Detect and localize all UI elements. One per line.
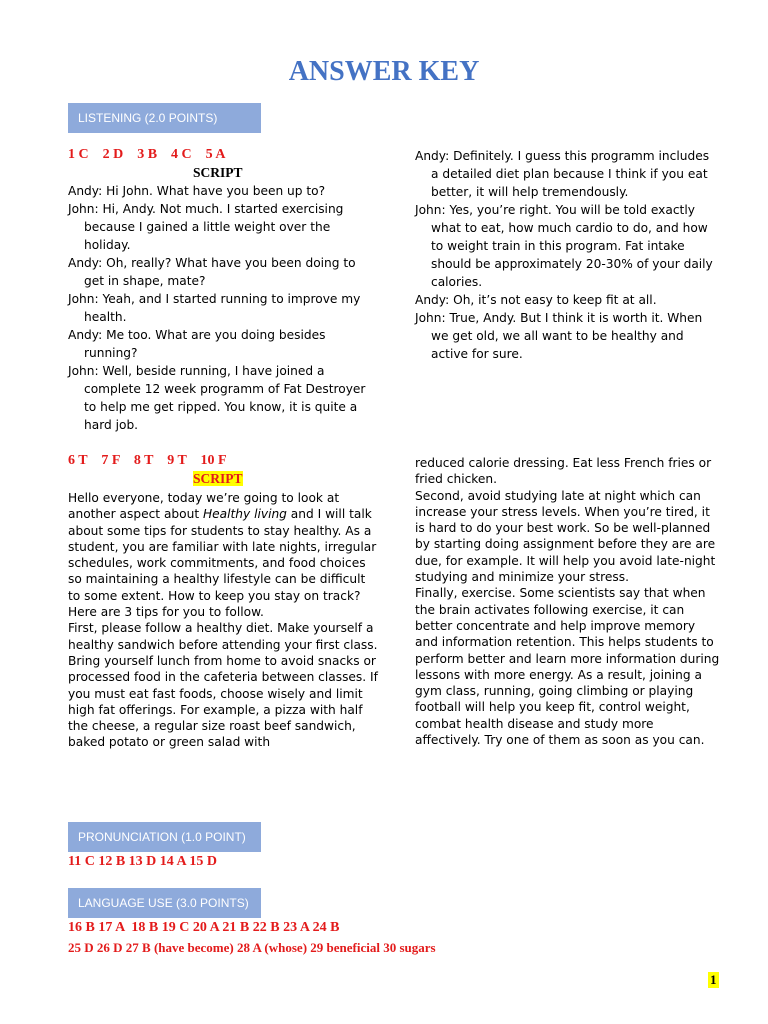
listening-section-header: LISTENING (2.0 POINTS) <box>68 103 261 133</box>
language-use-answers-line2: 25 D 26 D 27 B (have become) 28 A (whose) 29 beneficial 30 sugars <box>68 940 436 955</box>
dialog-line: Andy: Hi John. What have you been up to? <box>68 184 326 198</box>
passage-paragraph: reduced calorie dressing. Eat less French fries or fried chicken. <box>415 456 712 487</box>
language-use-section-header: LANGUAGE USE (3.0 POINTS) <box>68 888 261 918</box>
passage-text: Hello everyone, today we’re going to look at another aspect about <box>68 491 340 522</box>
language-use-answers-line1: 16 B 17 A 18 B 19 C 20 A 21 B 22 B 23 A 24 B <box>68 920 340 935</box>
passage-paragraph: First, please follow a healthy diet. Make yourself a healthy sandwich before attending your first class. Bring yourself lunch from home to avoid snacks or processed food in the cafeteria between classes. If you must eat fast foods, choose wisely and limit high fat offerings. For example, a pizza with half the cheese, a regular size roast beef sandwich, baked potato or green salad with <box>68 621 378 750</box>
passage-text: and I will talk about some tips for students to stay healthy. As a student, you are familiar with late nights, irregular schedules, work commitments, and food choices so maintaining a healthy lifestyle can be difficult to some extent. How to keep you stay on track? Here are 3 tips for you to follow. <box>68 507 377 620</box>
dialog-line: Andy: Oh, it’s not easy to keep fit at all. <box>415 293 657 307</box>
listening-part2-answers: 6 T 7 F 8 T 9 T 10 F <box>68 453 227 468</box>
dialog-line: Andy: Oh, really? What have you been doing to get in shape, mate? <box>68 256 356 288</box>
listening-part1-answers: 1 C 2 D 3 B 4 C 5 A <box>68 147 226 162</box>
dialog-line: John: True, Andy. But I think it is worth it. When we get old, we all want to be healthy and active for sure. <box>415 311 703 361</box>
passage-left <box>68 490 378 751</box>
passage-italic-text: Healthy living <box>202 507 287 522</box>
pronunciation-answers: 11 C 12 B 13 D 14 A 15 D <box>68 854 217 869</box>
script-label: SCRIPT <box>193 165 243 180</box>
dialog-line: Andy: Me too. What are you doing besides running? <box>68 328 326 360</box>
dialog-line: John: Hi, Andy. Not much. I started exercising because I gained a little weight over the holiday. <box>68 202 344 252</box>
dialog-left <box>68 182 368 434</box>
passage-paragraph: Finally, exercise. Some scientists say that when the brain activates following exercise, it can better concentrate and help improve memory and information retention. This helps students to perform better and learn more information during lessons with more energy. As a result, joining a gym class, running, going climbing or playing football will help you keep fit, control weight, combat health disease and study more affectively. Try one of them as soon as you can. <box>415 586 720 748</box>
dialog-line: Andy: Definitely. I guess this programm includes a detailed diet plan because I think if you eat better, it will help tremendously. <box>415 149 710 199</box>
script-label-highlighted <box>193 471 243 487</box>
dialog-line: John: Well, beside running, I have joined a complete 12 week programm of Fat Destroyer to help me get ripped. You know, it is quite a hard job. <box>68 364 366 432</box>
passage-paragraph <box>68 490 378 620</box>
page-title: ANSWER KEY <box>288 56 480 87</box>
script-label-text: SCRIPT <box>193 471 243 486</box>
dialog-line: John: Yes, you’re right. You will be told exactly what to eat, how much cardio to do, and how to weight train in this program. Fat intake should be approximately 20-30% of your daily calories. <box>415 203 713 289</box>
page-number: 1 <box>710 972 717 987</box>
passage-right <box>415 455 720 748</box>
passage-paragraph: Second, avoid studying late at night which can increase your stress levels. When you’re tired, it is hard to do your best work. So be well-planned by starting doing assignment before they are are due, for example. It will help you avoid late-night studying and minimize your stress. <box>415 488 716 585</box>
dialog-line: John: Yeah, and I started running to improve my health. <box>68 292 361 324</box>
pronunciation-section-header: PRONUNCIATION (1.0 POINT) <box>68 822 261 852</box>
dialog-right <box>415 147 715 363</box>
